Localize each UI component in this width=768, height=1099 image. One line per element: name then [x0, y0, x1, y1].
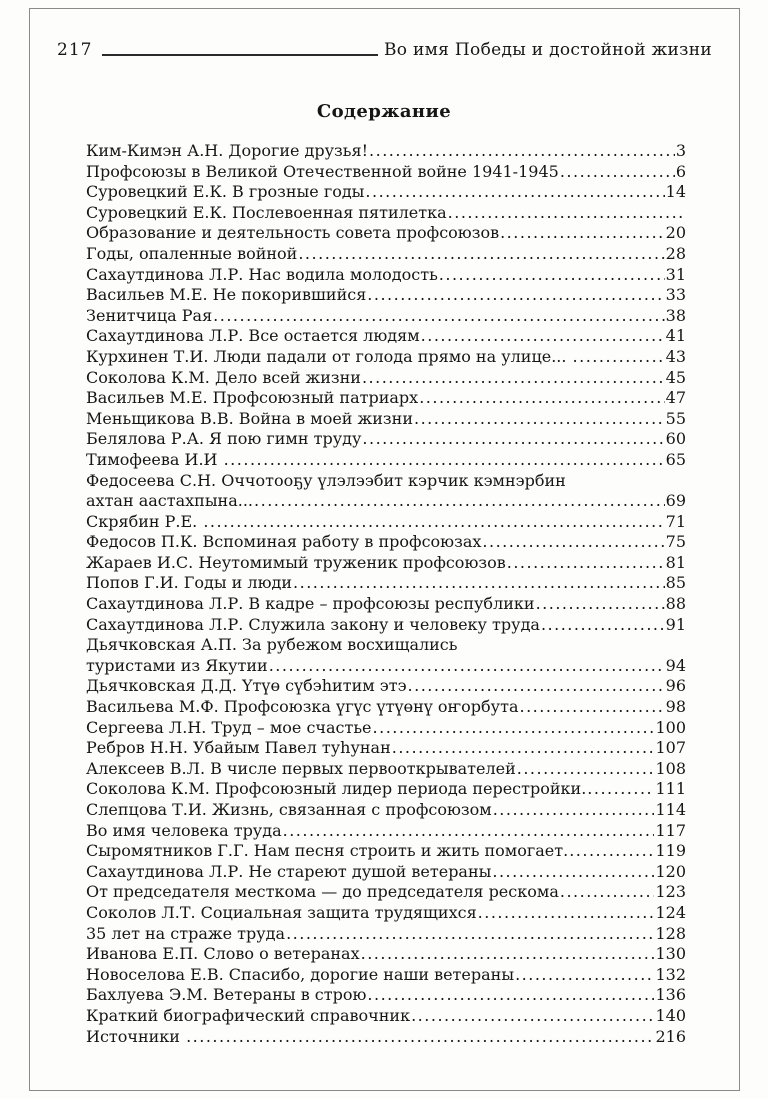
toc-entry-line	[86, 573, 686, 594]
toc-entry	[86, 635, 686, 676]
toc-entry-title: Образование и деятельность совета профсоюзов	[86, 223, 500, 243]
dot-leader	[541, 615, 665, 636]
toc-entry-title: От председателя месткома — до председателя рескома	[86, 882, 559, 902]
toc-entry-line	[86, 409, 686, 430]
toc-entry-title: Курхинен Т.И. Люди падали от голода прямо на улице...	[86, 346, 572, 366]
toc-entry	[86, 553, 686, 574]
dot-leader	[560, 882, 655, 903]
toc-entry-page: 88	[665, 594, 686, 614]
dot-leader	[439, 265, 665, 286]
toc-entry-line	[86, 141, 686, 162]
toc-entry-title: ахтан аастахпына...	[86, 491, 254, 511]
toc-entry-title: Федосеева С.Н. Оччотооҕу үлэлээбит кэрчик кэмнэрбин	[86, 470, 566, 490]
toc-entry-title: Алексеев В.Л. В числе первых первооткрывателей	[86, 758, 516, 778]
toc-entry-title: Васильев М.Е. Не покорившийся	[86, 285, 367, 305]
toc-entry-line	[86, 223, 686, 244]
toc-entry	[86, 388, 686, 409]
dot-leader	[492, 862, 654, 883]
toc-entry	[86, 306, 686, 327]
dot-leader	[560, 162, 675, 183]
toc-entry-title: Ким-Кимэн А.Н. Дорогие друзья!	[86, 141, 369, 160]
toc-entry-title: Дьячковская А.П. За рубежом восхищались	[86, 635, 458, 655]
dot-leader	[293, 573, 665, 594]
toc-entry-title: Сахаутдинова Л.Р. Служила закону и человеку труда	[86, 614, 540, 634]
toc-entry-page: 60	[665, 429, 686, 449]
dot-leader	[408, 676, 665, 697]
toc-entry-page: 107	[655, 738, 686, 758]
toc-entry-line	[86, 182, 686, 203]
toc-entry	[86, 409, 686, 430]
toc-entry-title: Васильева М.Ф. Профсоюзка үгүс үтүөнү оҥорбута	[86, 697, 519, 717]
dot-leader	[507, 553, 665, 574]
toc-entry	[86, 615, 686, 636]
toc-entry-title: Сахаутдинова Л.Р. В кадре – профсоюзы республики	[86, 594, 535, 614]
toc-entry-line	[86, 326, 686, 347]
toc-entry-line	[86, 656, 686, 677]
toc-entry-line	[86, 697, 686, 718]
toc-entry-line	[86, 368, 686, 389]
dot-leader	[298, 244, 664, 265]
toc-entry	[86, 985, 686, 1006]
toc-entry-page: 65	[665, 449, 686, 469]
dot-leader	[254, 491, 665, 512]
dot-leader	[478, 903, 655, 924]
toc-entry-title: Ребров Н.Н. Убайым Павел туһунан	[86, 738, 391, 758]
toc-entry-page: 33	[665, 285, 686, 305]
dot-leader	[500, 223, 665, 244]
toc-entry-title: Профсоюзы в Великой Отечественной войне 1941-1945	[86, 161, 559, 181]
toc-entry	[86, 203, 686, 224]
dot-leader	[414, 409, 665, 430]
toc-entry-page: 100	[655, 717, 686, 737]
toc-entry-page: 75	[665, 532, 686, 552]
toc-entry-line	[86, 203, 686, 224]
toc-entry	[86, 944, 686, 965]
toc-entry	[86, 162, 686, 183]
toc-entry	[86, 882, 686, 903]
toc-entry-page: 108	[655, 758, 686, 778]
toc-entry-title: Тимофеева И.И	[86, 449, 223, 469]
toc-entry-line	[86, 491, 686, 512]
toc-entry-line	[86, 532, 686, 553]
toc-entry	[86, 697, 686, 718]
running-title: Во имя Победы и достойной жизни	[384, 40, 712, 60]
toc-entry-page: 91	[665, 614, 686, 634]
toc-entry-page: 94	[665, 655, 686, 675]
toc-entry-title: Жараев И.С. Неутомимый труженик профсоюзов	[86, 552, 506, 572]
toc-entry-title: Новоселова Е.В. Спасибо, дорогие наши ветераны	[86, 964, 515, 984]
toc-entry-line	[86, 265, 686, 286]
dot-leader	[573, 347, 665, 368]
toc-entry-line	[86, 759, 686, 780]
toc-entry-line	[86, 347, 686, 368]
toc-entry-title: Дьячковская Д.Д. Үтүө сүбэһитим этэ	[86, 676, 407, 696]
toc-entry-page: 136	[655, 985, 686, 1005]
toc-entry-title: Зенитчица Рая	[86, 305, 213, 325]
dot-leader	[536, 594, 665, 615]
toc-entry	[86, 965, 686, 986]
toc-entry-page: 69	[665, 491, 686, 511]
toc-entry	[86, 676, 686, 697]
toc-entry-line	[86, 512, 686, 533]
dot-leader	[448, 203, 685, 224]
toc-entry-title: 35 лет на страже труда	[86, 923, 286, 943]
toc-entry-line	[86, 615, 686, 636]
toc-entry-page: 6	[675, 161, 686, 181]
toc-entry-line	[86, 985, 686, 1006]
toc-entry-line	[86, 450, 686, 471]
toc-entry	[86, 841, 686, 862]
toc-entry-page: 130	[655, 944, 686, 964]
toc-entry-line	[86, 285, 686, 306]
toc-entry	[86, 429, 686, 450]
toc-entry-line	[86, 162, 686, 183]
dot-leader	[361, 944, 655, 965]
dot-leader	[186, 1027, 654, 1048]
toc-entry-page: 41	[665, 326, 686, 346]
dot-leader	[286, 924, 654, 945]
toc-entry-page: 43	[665, 346, 686, 366]
dot-leader	[517, 759, 655, 780]
toc-entry-title: Иванова Е.П. Слово о ветеранах	[86, 944, 360, 964]
toc-entry-line	[86, 635, 686, 656]
toc-entry-line	[86, 553, 686, 574]
toc-entry-title: Меньщикова В.В. Война в моей жизни	[86, 408, 413, 428]
dot-leader	[283, 821, 655, 842]
toc-entry-line	[86, 1027, 686, 1048]
toc-entry-line	[86, 862, 686, 883]
dot-leader	[224, 450, 665, 471]
toc-entry-page: 120	[655, 861, 686, 881]
toc-entry-line	[86, 471, 686, 492]
dot-leader	[367, 985, 654, 1006]
toc-entry-page: 28	[665, 243, 686, 263]
toc-entry-title: Белялова Р.А. Я пою гимн труду	[86, 429, 362, 449]
toc-entry-title: Годы, опаленные войной	[86, 243, 298, 263]
toc-entry-title: туристами из Якутии	[86, 655, 268, 675]
toc-entry	[86, 924, 686, 945]
toc-entry-page: 45	[665, 367, 686, 387]
toc-entry	[86, 223, 686, 244]
toc-entry-page: 98	[665, 697, 686, 717]
dot-leader	[367, 285, 664, 306]
toc-entry-page: 123	[655, 882, 686, 902]
toc-entry	[86, 800, 686, 821]
toc-entry	[86, 1006, 686, 1027]
page-title: Содержание	[316, 101, 452, 122]
toc-entry-page: 55	[665, 408, 686, 428]
toc-entry-line	[86, 594, 686, 615]
toc-entry-line	[86, 306, 686, 327]
page-number: 217	[57, 40, 93, 60]
toc-entry-line	[86, 841, 686, 862]
toc-entry	[86, 368, 686, 389]
toc-entry-title: Федосов П.К. Вспоминая работу в профсоюзах	[86, 532, 482, 552]
dot-leader	[482, 532, 664, 553]
toc-entry-title: Васильев М.Е. Профсоюзный патриарх	[86, 388, 419, 408]
toc-entry-page: 111	[655, 779, 686, 799]
toc-entry	[86, 244, 686, 265]
toc-entry	[86, 903, 686, 924]
toc-entry-page: 132	[655, 964, 686, 984]
toc-entry	[86, 532, 686, 553]
toc-entry	[86, 285, 686, 306]
toc-entry	[86, 573, 686, 594]
header-rule	[102, 54, 378, 56]
dot-leader	[515, 965, 654, 986]
toc-entry-line	[86, 924, 686, 945]
toc-entry-title: Слепцова Т.И. Жизнь, связанная с профсоюзом	[86, 800, 492, 819]
toc-entry	[86, 182, 686, 203]
toc-entry-line	[86, 388, 686, 409]
toc-entry-line	[86, 1006, 686, 1027]
toc-entry	[86, 738, 686, 759]
dot-leader	[362, 368, 665, 389]
dot-leader	[365, 182, 664, 203]
toc-entry-line	[86, 821, 686, 842]
toc-entry-page: 20	[665, 223, 686, 243]
toc-entry-title: Сахаутдинова Л.Р. Все остается людям	[86, 326, 420, 346]
dot-leader	[493, 800, 655, 821]
toc-entry-page: 124	[655, 902, 686, 922]
toc-entry-title: Сахаутдинова Л.Р. Не стареют душой ветераны	[86, 861, 492, 881]
dot-leader	[392, 738, 655, 759]
dot-leader	[369, 141, 675, 162]
dot-leader	[421, 326, 665, 347]
dot-leader	[203, 512, 664, 533]
toc-entry	[86, 821, 686, 842]
toc-entry-line	[86, 800, 686, 821]
toc-entry	[86, 347, 686, 368]
toc-entry-line	[86, 903, 686, 924]
toc-entry-page: 114	[655, 800, 686, 819]
toc-entry-page: 96	[665, 676, 686, 696]
toc-entry-page: 85	[665, 573, 686, 593]
dot-leader	[519, 697, 664, 718]
dot-leader	[362, 429, 664, 450]
dot-leader	[419, 388, 664, 409]
toc-entry-page: 128	[655, 923, 686, 943]
toc-entry	[86, 450, 686, 471]
toc-entry-title: Источники	[86, 1026, 186, 1046]
toc-entry-page: 119	[655, 841, 686, 861]
toc-entry-page: 38	[665, 305, 686, 325]
toc-entry-line	[86, 882, 686, 903]
toc-entry	[86, 326, 686, 347]
toc-entry-title: Соколова К.М. Дело всей жизни	[86, 367, 361, 387]
toc-entry-page: 47	[665, 388, 686, 408]
toc-entry-page: 216	[655, 1026, 686, 1046]
toc-entry-title: Сыромятников Г.Г. Нам песня строить и жить помогает.	[86, 841, 569, 861]
toc-entry-title: Суровецкий Е.К. В грозные годы	[86, 182, 365, 202]
dot-leader	[269, 656, 665, 677]
toc-entry-line	[86, 244, 686, 265]
toc-entry-title: Краткий биографический справочник	[86, 1005, 411, 1025]
dot-leader	[373, 718, 655, 739]
toc-entry-page: 117	[655, 820, 686, 840]
toc-entry-line	[86, 779, 686, 800]
toc-entry-page: 71	[665, 511, 686, 531]
toc-entry-line	[86, 718, 686, 739]
toc-entry-page: 3	[675, 141, 686, 160]
toc-entry-line	[86, 944, 686, 965]
toc-entry-line	[86, 429, 686, 450]
toc-entry	[86, 471, 686, 512]
toc-entry-title: Бахлуева Э.М. Ветераны в строю	[86, 985, 367, 1005]
toc-entry-line	[86, 676, 686, 697]
dot-leader	[213, 306, 664, 327]
toc-entry-title: Соколов Л.Т. Социальная защита трудящихся	[86, 902, 477, 922]
toc-entry-title: Попов Г.И. Годы и люди	[86, 573, 293, 593]
dot-leader	[569, 841, 654, 862]
toc-entry-page: 14	[665, 182, 686, 202]
toc-entry-title: Скрябин Р.Е.	[86, 511, 203, 531]
toc-entry	[86, 141, 686, 162]
toc-entry	[86, 512, 686, 533]
page-header	[57, 40, 712, 60]
toc-entry-title: Сергеева Л.Н. Труд – мое счастье	[86, 717, 372, 737]
toc-entry	[86, 594, 686, 615]
toc-entry	[86, 759, 686, 780]
toc-entry	[86, 862, 686, 883]
table-of-contents	[86, 141, 686, 1047]
toc-entry	[86, 265, 686, 286]
toc-entry-title: Сахаутдинова Л.Р. Нас водила молодость	[86, 264, 438, 284]
toc-entry-page: 31	[665, 264, 686, 284]
toc-entry-page: 81	[665, 552, 686, 572]
toc-entry-page: 140	[655, 1005, 686, 1025]
toc-entry-title: Во имя человека труда	[86, 820, 282, 840]
dot-leader	[411, 1006, 654, 1027]
toc-entry-title: Соколова К.М. Профсоюзный лидер периода перестройки.	[86, 779, 587, 799]
toc-entry	[86, 718, 686, 739]
toc-entry-line	[86, 738, 686, 759]
toc-entry-line	[86, 965, 686, 986]
toc-entry	[86, 779, 686, 800]
toc-entry	[86, 1027, 686, 1048]
dot-leader	[587, 779, 654, 800]
toc-entry-title: Суровецкий Е.К. Послевоенная пятилетка	[86, 202, 447, 222]
